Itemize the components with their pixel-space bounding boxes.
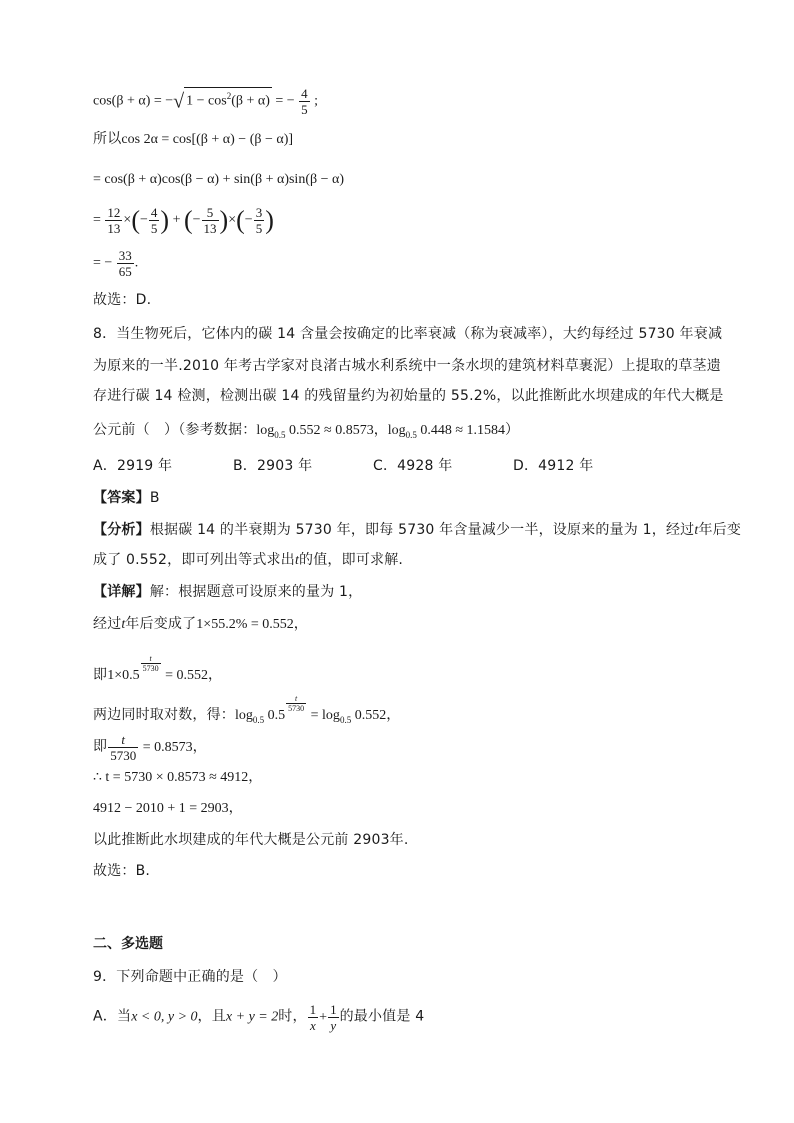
analysis-line1 bbox=[93, 520, 741, 541]
q8-text-line3: 存进行碳 14 检测，检测出碳 14 的残留量约为初始量的 55.2%，以此推断此水坝建成的年代大概是 bbox=[93, 388, 724, 404]
text: . bbox=[134, 255, 139, 271]
answer-value: B bbox=[149, 490, 160, 506]
sqrt-sign: √ bbox=[173, 90, 185, 113]
text: (β + α) = − bbox=[111, 93, 174, 109]
text: 解：根据题意可设原来的量为 1， bbox=[149, 584, 363, 600]
section-heading: 二、多选题 bbox=[93, 936, 163, 952]
text: = bbox=[93, 212, 101, 228]
text: A．当 bbox=[93, 1008, 132, 1025]
math: 1×55.2% = 0.552， bbox=[196, 617, 308, 632]
text: 所以 bbox=[93, 131, 122, 147]
text: = − bbox=[93, 255, 113, 271]
fraction: $\frac{4}{5}$ bbox=[150, 205, 158, 236]
math: $\log_{0.5} 0.5$ $\frac{t}{5730}$ = $\log_{0.5} 0.552$， bbox=[235, 694, 401, 725]
analysis-tag: 【分析】 bbox=[93, 522, 150, 538]
text: 的值，即可求解. bbox=[299, 552, 404, 568]
option-b: B．2903 年 bbox=[233, 458, 313, 474]
detail-line8: 以此推断此水坝建成的年代大概是公元前 2903年. bbox=[93, 832, 409, 848]
text: 两边同时取对数，得： bbox=[93, 707, 235, 723]
fraction: $\frac{4}{5}$ bbox=[301, 86, 308, 117]
var: t bbox=[694, 523, 699, 538]
text: 成了 0.552，即可列出等式求出 bbox=[93, 552, 295, 568]
math: x < 0, y > 0 bbox=[131, 1009, 198, 1025]
q8-text-line1: 8．当生物死后，它体内的碳 14 含量会按确定的比率衰减（称为衰减率），大约每经过 5730 年衰减 bbox=[93, 326, 723, 342]
fraction: $\frac{5}{13}$ bbox=[203, 205, 217, 236]
text: 经过 bbox=[93, 616, 122, 632]
math: = cos(β + α)cos(β − α) + sin(β + α)sin(β − α) bbox=[93, 172, 345, 187]
math: 1×0.5 $\frac{t}{5730}$ = 0.552， bbox=[107, 654, 223, 683]
q8-options bbox=[93, 456, 653, 476]
q8-text-line4 bbox=[93, 420, 519, 445]
answer-tag: 【答案】 bbox=[93, 490, 150, 506]
text: 根据碳 14 的半衰期为 5730 年，即每 5730 年含量减少一半，设原来的量为 1，经过 bbox=[149, 522, 695, 538]
choice-line-d: 故选：D. bbox=[93, 292, 152, 308]
sqrt-body: $1 - \cos^2(\beta + \alpha)$ bbox=[184, 87, 272, 110]
text: (β + α) bbox=[231, 93, 270, 109]
analysis-line2 bbox=[93, 550, 403, 571]
math: x + y = 2 bbox=[225, 1009, 279, 1025]
q9-text: 9．下列命题中正确的是（ ） bbox=[93, 969, 287, 985]
option-d: D．4912 年 bbox=[513, 458, 594, 474]
text: 公元前（ ）（参考数据： bbox=[93, 422, 257, 438]
formula-expansion bbox=[93, 170, 344, 190]
text: ; bbox=[310, 93, 319, 109]
fraction: $\frac{12}{13}$ bbox=[107, 205, 121, 236]
text: 1 − cos bbox=[186, 93, 227, 109]
detail-line2 bbox=[93, 614, 308, 635]
q9-option-a bbox=[93, 1002, 424, 1033]
text: 即 bbox=[93, 738, 108, 755]
formula-cos-beta-plus-alpha bbox=[93, 86, 318, 117]
detail-line5 bbox=[93, 732, 207, 763]
text: = − bbox=[271, 93, 295, 109]
option-a: A．2919 年 bbox=[93, 458, 173, 474]
detail-line6: ∴ t = 5730 × 0.8573 ≈ 4912， bbox=[93, 770, 263, 785]
fraction: $\frac{3}{5}$ bbox=[255, 205, 263, 236]
detail-line4 bbox=[93, 694, 400, 730]
text: 的最小值是 4 bbox=[339, 1008, 425, 1025]
text: 时， bbox=[278, 1008, 307, 1025]
text: ，且 bbox=[197, 1008, 226, 1025]
text: 即 bbox=[93, 667, 108, 683]
text: 年后变成了 bbox=[125, 616, 197, 632]
math: cos 2α = cos[(β + α) − (β − α)] bbox=[121, 132, 294, 147]
formula-cos-2alpha bbox=[93, 129, 293, 150]
text: 年后变 bbox=[698, 522, 742, 538]
math: $\frac{t}{5730}$ = 0.8573， bbox=[110, 732, 207, 763]
math: $\frac{1}{x}$ + $\frac{1}{y}$ bbox=[309, 1002, 337, 1033]
var: t bbox=[294, 553, 300, 568]
math: $\log_{0.5} 0.552 \approx 0.8573$，$\log_{0.5} 0.448 \approx 1.1584$） bbox=[256, 423, 520, 440]
var: t bbox=[121, 617, 126, 632]
answer-line bbox=[93, 488, 160, 508]
text: cos bbox=[93, 93, 112, 109]
detail-line3 bbox=[93, 654, 222, 686]
formula-result bbox=[93, 248, 138, 279]
fraction: $\frac{33}{65}$ bbox=[118, 248, 132, 279]
formula-substitution: = $\frac{12}{13}$ ×(− $\frac{4}{5}$ ) + (− $\frac{5}{13}$ )×(− $\frac{3}{5}$ ) bbox=[93, 205, 274, 236]
q8-text-line2: 为原来的一半.2010 年考古学家对良渚古城水利系统中一条水坝的建筑材料草裹泥）上提取的草茎遗 bbox=[93, 358, 721, 374]
option-c: C．4928 年 bbox=[373, 458, 453, 474]
detail-line7: 4912 − 2010 + 1 = 2903， bbox=[93, 801, 243, 816]
detail-tag: 【详解】 bbox=[93, 584, 150, 600]
detail-line1 bbox=[93, 582, 362, 602]
detail-line9: 故选：B. bbox=[93, 863, 151, 879]
